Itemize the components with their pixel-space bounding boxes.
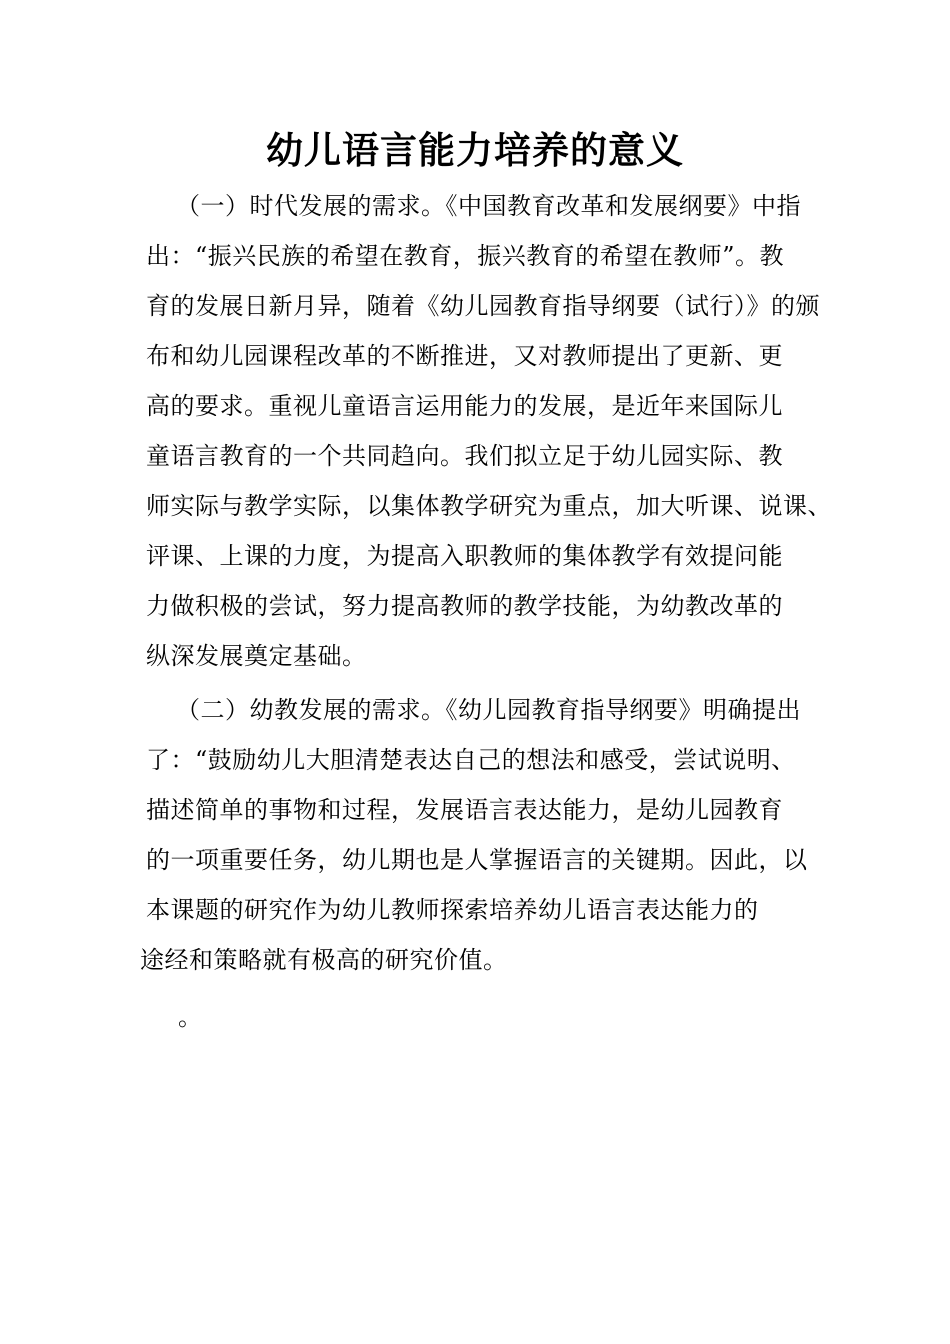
paragraph-line: 育的发展日新月异，随着《幼儿园教育指导纲要（试行）》的颁 (146, 292, 820, 320)
paragraph-line: 纵深发展奠定基础。 (146, 642, 367, 670)
document-title: 幼儿语言能力培养的意义 (266, 128, 684, 172)
trailing-punctuation: 。 (178, 1003, 203, 1031)
paragraph-line: 高的要求。重视儿童语言运用能力的发展，是近年来国际儿 (146, 392, 783, 420)
paragraph-line: 力做积极的尝试，努力提高教师的教学技能，为幼教改革的 (146, 592, 783, 620)
paragraph-line: 途经和策略就有极高的研究价值。 (140, 946, 508, 974)
paragraph-line: 评课、上课的力度，为提高入职教师的集体教学有效提问能 (146, 542, 783, 570)
paragraph-line: 本课题的研究作为幼儿教师探索培养幼儿语言表达能力的 (146, 896, 759, 924)
paragraph-line: 童语言教育的一个共同趋向。我们拟立足于幼儿园实际、教 (146, 442, 783, 470)
paragraph-line: （一）时代发展的需求。《中国教育改革和发展纲要》中指 (176, 192, 801, 220)
paragraph-line: （二）幼教发展的需求。《幼儿园教育指导纲要》明确提出 (176, 696, 801, 724)
paragraph-line: 了：“鼓励幼儿大胆清楚表达自己的想法和感受，尝试说明、 (146, 746, 796, 774)
paragraph-line: 的一项重要任务，幼儿期也是人掌握语言的关键期。因此，以 (146, 846, 808, 874)
paragraph-line: 出：“振兴民族的希望在教育，振兴教育的希望在教师”。教 (146, 242, 785, 270)
paragraph-line: 布和幼儿园课程改革的不断推进，又对教师提出了更新、更 (146, 342, 783, 370)
paragraph-line: 师实际与教学实际，以集体教学研究为重点，加大听课、说课、 (146, 492, 832, 520)
paragraph-line: 描述简单的事物和过程，发展语言表达能力，是幼儿园教育 (146, 796, 783, 824)
